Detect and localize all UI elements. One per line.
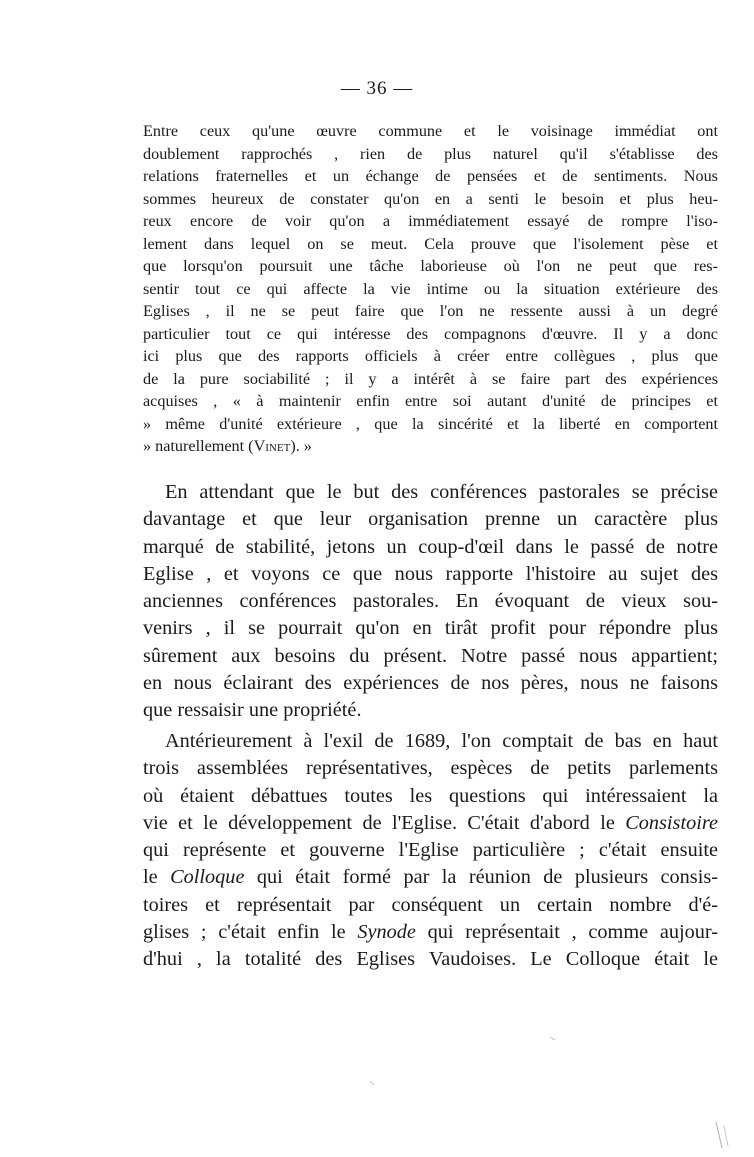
quote-line: reux encore de voir qu'on a immédiatement essayé de rompre l'iso- xyxy=(143,212,718,230)
paragraph-line: qui représente et gouverne l'Eglise particulière ; c'était ensuite xyxy=(143,839,718,862)
paragraph-line: sûrement aux besoins du présent. Notre passé nous appartient; xyxy=(143,644,718,667)
scan-edge-mark xyxy=(712,1120,732,1150)
quote-last-after: ). » xyxy=(290,437,312,455)
paragraph-line: venirs , il se pourrait qu'on en tirât profit pour répondre plus xyxy=(143,617,718,640)
quote-line: de la pure sociabilité ; il y a intérêt à se faire part des expériences xyxy=(143,369,718,388)
term-colloque: Colloque xyxy=(170,866,245,889)
paragraph-line xyxy=(143,919,718,946)
term-synode: Synode xyxy=(357,921,416,944)
paragraph-line: en nous éclairant des expériences de nos pères, nous ne faisons xyxy=(143,672,718,695)
paragraph-line: marqué de stabilité, jetons un coup-d'œil dans le passé de notre xyxy=(143,535,718,558)
quote-line: ici plus que des rapports officiels à créer entre collègues , plus que xyxy=(143,347,718,365)
paragraph-line xyxy=(143,810,718,837)
quote-author: Vinet xyxy=(253,437,291,455)
quote-line: sommes heureux de constater qu'on en a senti le besoin et plus heu- xyxy=(143,189,718,208)
quote-line: que lorsqu'on poursuit une tâche laborieuse où l'on ne peut que res- xyxy=(143,257,718,275)
paragraph-line: où étaient débattues toutes les questions qui intéressaient la xyxy=(143,784,718,807)
paragraph-line: davantage et que leur organisation prenne un caractère plus xyxy=(143,508,718,531)
quote-line: particulier tout ce qui intéresse des compagnons d'œuvre. Il y a donc xyxy=(143,324,718,343)
paragraph-line: trois assemblées représentatives, espèces de petits parlements xyxy=(143,757,718,780)
scan-speck xyxy=(548,1035,558,1045)
quote-line: » même d'unité extérieure , que la sincérité et la liberté en comportent xyxy=(143,414,718,433)
quote-line: lement dans lequel on se meut. Cela prouve que l'isolement pèse et xyxy=(143,234,718,253)
quote-line: acquises , « à maintenir enfin entre soi autant d'unité de principes et xyxy=(143,392,718,410)
scan-speck xyxy=(368,1078,378,1088)
paragraph-line: Antérieurement à l'exil de 1689, l'on comptait de bas en haut xyxy=(165,730,718,752)
paragraph-line: que ressaisir une propriété. xyxy=(143,699,362,722)
quoted-passage xyxy=(143,120,718,458)
paragraph-line: toires et représentait par conséquent un certain nombre d'é- xyxy=(143,893,718,916)
quote-line: Entre ceux qu'une œuvre commune et le voisinage immédiat ont xyxy=(143,122,718,140)
quote-last-before: » naturellement ( xyxy=(143,437,254,455)
quote-line: relations fraternelles et un échange de pensées et de sentiments. Nous xyxy=(143,167,718,185)
term-consistoire: Consistoire xyxy=(625,811,718,834)
paragraph-2 xyxy=(143,728,718,974)
quote-line: sentir tout ce qui affecte la vie intime ou la situation extérieure des xyxy=(143,279,718,298)
quote-last-line xyxy=(143,435,718,458)
page-number: — 36 — xyxy=(340,78,414,99)
line-text: qui était formé par la réunion de plusieurs consis- xyxy=(244,866,718,889)
line-text: le xyxy=(143,866,171,889)
paragraph-line xyxy=(143,864,718,891)
quote-line: doublement rapprochés , rien de plus naturel qu'il s'établisse des xyxy=(143,144,718,163)
paragraph-1 xyxy=(143,479,718,725)
paragraph-line: d'hui , la totalité des Eglises Vaudoises. Le Colloque était le xyxy=(143,948,718,971)
paragraph-line: En attendant que le but des conférences pastorales se précise xyxy=(165,481,718,503)
line-text: vie et le développement de l'Eglise. C'était d'abord le xyxy=(143,811,626,834)
paragraph-line: anciennes conférences pastorales. En évoquant de vieux sou- xyxy=(143,590,718,613)
paragraph-line: Eglise , et voyons ce que nous rapporte l'histoire au sujet des xyxy=(143,562,718,585)
quote-line: Eglises , il ne se peut faire que l'on ne ressente aussi à un degré xyxy=(143,302,718,320)
line-text: qui représentait , comme aujour- xyxy=(415,921,718,944)
line-text: glises ; c'était enfin le xyxy=(143,921,358,944)
